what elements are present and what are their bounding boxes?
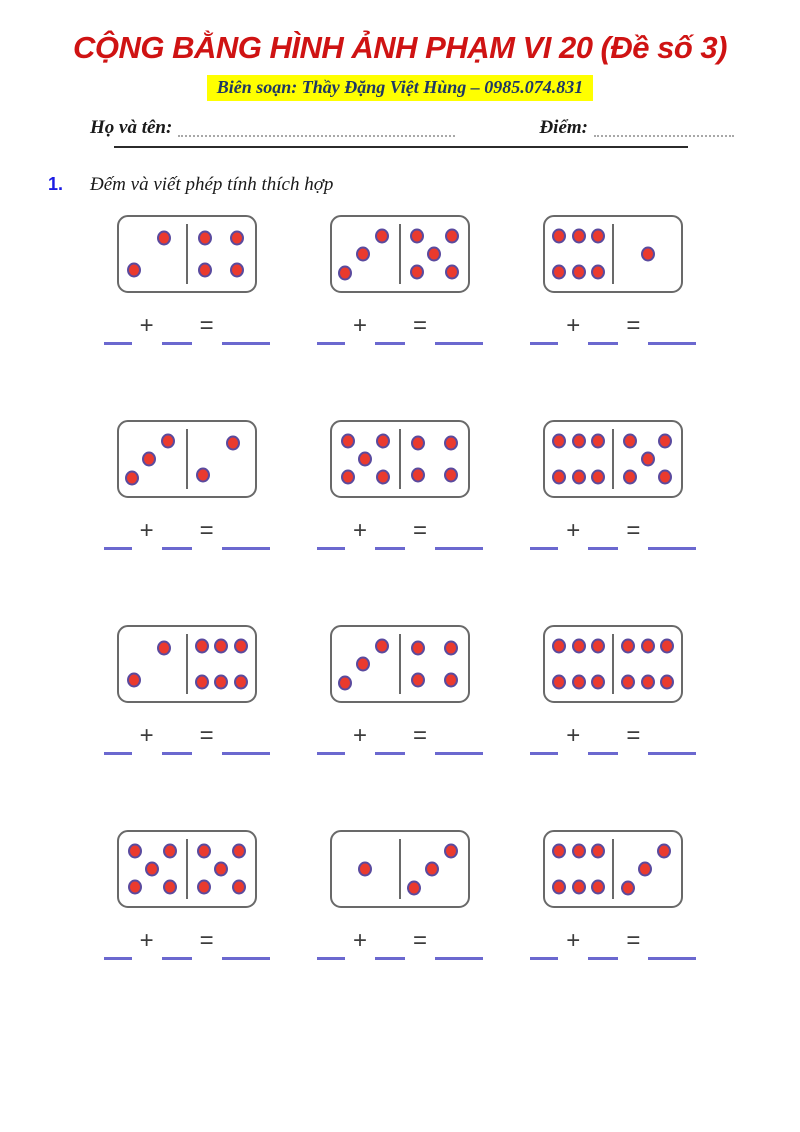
section-instruction: Đếm và viết phép tính thích hợp	[90, 174, 334, 195]
plus-symbol: +	[352, 312, 367, 339]
domino-dot	[161, 434, 175, 449]
domino-right-half	[401, 217, 468, 291]
page-title: CỘNG BẰNG HÌNH ẢNH PHẠM VI 20 (Đề số 3)	[73, 30, 727, 65]
domino-dot	[128, 879, 142, 894]
domino-dot	[444, 673, 458, 688]
domino-dot	[552, 434, 566, 449]
domino-dot	[623, 469, 637, 484]
answer-line	[530, 312, 696, 345]
domino-dot	[445, 229, 459, 244]
domino-right-half	[188, 832, 255, 906]
addend-1-blank[interactable]	[104, 957, 132, 960]
domino-dot	[591, 674, 605, 689]
equals-symbol: =	[626, 927, 641, 954]
domino-dot	[163, 844, 177, 859]
domino-dot	[214, 674, 228, 689]
answer-line	[317, 927, 483, 960]
author-line: Biên soạn: Thầy Đặng Việt Hùng – 0985.074.831	[207, 75, 594, 101]
domino-dot	[552, 844, 566, 859]
domino-dot	[410, 229, 424, 244]
domino-dot	[552, 469, 566, 484]
domino-dot	[341, 469, 355, 484]
domino-left-half	[332, 217, 399, 291]
domino-dot	[660, 639, 674, 654]
domino	[543, 215, 683, 293]
domino-dot	[425, 862, 439, 877]
domino-dot	[572, 879, 586, 894]
domino-left-half	[545, 832, 612, 906]
domino-dot	[198, 263, 212, 278]
equals-symbol: =	[199, 312, 214, 339]
domino-left-half	[119, 627, 186, 701]
sum-blank[interactable]	[222, 957, 270, 960]
sum-blank[interactable]	[648, 752, 696, 755]
sum-blank[interactable]	[435, 342, 483, 345]
addend-2-blank[interactable]	[375, 547, 405, 550]
name-label: Họ và tên:	[90, 117, 173, 138]
domino-dot	[376, 469, 390, 484]
domino-dot	[591, 844, 605, 859]
domino-dot	[444, 640, 458, 655]
domino-right-half	[614, 627, 681, 701]
domino-dot	[660, 674, 674, 689]
domino-dot	[591, 229, 605, 244]
domino-grid	[80, 215, 720, 960]
domino-dot	[142, 452, 156, 467]
domino-dot	[145, 862, 159, 877]
sum-blank[interactable]	[648, 957, 696, 960]
equals-symbol: =	[199, 517, 214, 544]
domino-dot	[338, 676, 352, 691]
domino-dot	[572, 264, 586, 279]
answer-line	[317, 312, 483, 345]
equals-symbol: =	[199, 722, 214, 749]
plus-symbol: +	[566, 312, 581, 339]
domino-dot	[621, 639, 635, 654]
domino-left-half	[545, 422, 612, 496]
equals-symbol: =	[412, 312, 427, 339]
domino-dot	[125, 471, 139, 486]
domino-dot	[127, 263, 141, 278]
addend-1-blank[interactable]	[530, 957, 558, 960]
sum-blank[interactable]	[648, 342, 696, 345]
answer-line	[530, 722, 696, 755]
domino-right-half	[614, 832, 681, 906]
answer-line	[104, 312, 270, 345]
domino-dot	[641, 674, 655, 689]
domino-right-half	[401, 627, 468, 701]
domino-left-half	[332, 832, 399, 906]
domino-dot	[621, 881, 635, 896]
sum-blank[interactable]	[435, 547, 483, 550]
addend-1-blank[interactable]	[104, 752, 132, 755]
addend-1-blank[interactable]	[530, 752, 558, 755]
domino-dot	[411, 640, 425, 655]
domino-dot	[572, 844, 586, 859]
sum-blank[interactable]	[222, 752, 270, 755]
addend-2-blank[interactable]	[375, 752, 405, 755]
domino-dot	[657, 844, 671, 859]
section-heading	[48, 174, 800, 196]
domino-dot	[376, 434, 390, 449]
sum-blank[interactable]	[435, 752, 483, 755]
exercise-item	[80, 830, 293, 960]
exercise-item	[507, 830, 720, 960]
equals-symbol: =	[412, 517, 427, 544]
exercise-item	[80, 625, 293, 755]
domino-dot	[411, 673, 425, 688]
sum-blank[interactable]	[222, 342, 270, 345]
equals-symbol: =	[412, 722, 427, 749]
answer-line	[317, 722, 483, 755]
plus-symbol: +	[139, 517, 154, 544]
plus-symbol: +	[566, 517, 581, 544]
domino-dot	[214, 862, 228, 877]
answer-line	[104, 722, 270, 755]
plus-symbol: +	[566, 722, 581, 749]
domino-dot	[572, 229, 586, 244]
addend-2-blank[interactable]	[588, 342, 618, 345]
domino-left-half	[545, 627, 612, 701]
domino-dot	[572, 674, 586, 689]
domino-dot	[591, 264, 605, 279]
addend-2-blank[interactable]	[588, 752, 618, 755]
domino-dot	[157, 640, 171, 655]
domino-dot	[572, 434, 586, 449]
domino-right-half	[188, 627, 255, 701]
addend-2-blank[interactable]	[375, 957, 405, 960]
domino	[330, 215, 470, 293]
domino-dot	[623, 434, 637, 449]
domino-left-half	[119, 832, 186, 906]
domino-right-half	[614, 217, 681, 291]
equals-symbol: =	[626, 722, 641, 749]
exercise-item	[80, 215, 293, 345]
equals-symbol: =	[412, 927, 427, 954]
domino	[330, 420, 470, 498]
domino-dot	[444, 844, 458, 859]
addend-2-blank[interactable]	[588, 957, 618, 960]
domino-left-half	[545, 217, 612, 291]
addend-1-blank[interactable]	[317, 547, 345, 550]
domino	[543, 625, 683, 703]
domino-dot	[411, 435, 425, 450]
domino-dot	[196, 468, 210, 483]
addend-2-blank[interactable]	[375, 342, 405, 345]
domino-dot	[552, 229, 566, 244]
domino-dot	[621, 674, 635, 689]
domino-dot	[552, 879, 566, 894]
exercise-item	[293, 625, 506, 755]
addend-1-blank[interactable]	[317, 752, 345, 755]
domino-dot	[127, 673, 141, 688]
domino-dot	[356, 657, 370, 672]
addend-2-blank[interactable]	[162, 957, 192, 960]
answer-line	[104, 517, 270, 550]
section-number: 1.	[48, 174, 64, 194]
domino-dot	[195, 639, 209, 654]
author-line-wrap	[0, 75, 800, 101]
domino-dot	[411, 468, 425, 483]
domino-dot	[427, 247, 441, 262]
domino-dot	[195, 674, 209, 689]
domino-dot	[572, 469, 586, 484]
equals-symbol: =	[626, 517, 641, 544]
domino-dot	[128, 844, 142, 859]
domino-dot	[230, 263, 244, 278]
exercise-item	[293, 830, 506, 960]
domino-dot	[407, 881, 421, 896]
domino-dot	[358, 452, 372, 467]
domino-dot	[375, 639, 389, 654]
domino-dot	[358, 862, 372, 877]
addend-2-blank[interactable]	[162, 752, 192, 755]
addend-2-blank[interactable]	[162, 342, 192, 345]
addend-1-blank[interactable]	[104, 342, 132, 345]
domino-dot	[234, 674, 248, 689]
domino-dot	[197, 879, 211, 894]
plus-symbol: +	[352, 927, 367, 954]
domino-dot	[552, 639, 566, 654]
domino	[543, 830, 683, 908]
domino-dot	[444, 435, 458, 450]
plus-symbol: +	[352, 722, 367, 749]
addend-1-blank[interactable]	[317, 957, 345, 960]
exercise-item	[507, 420, 720, 550]
equals-symbol: =	[626, 312, 641, 339]
exercise-item	[507, 215, 720, 345]
domino-right-half	[401, 422, 468, 496]
name-score-row	[90, 117, 734, 139]
domino	[117, 830, 257, 908]
score-label: Điểm:	[539, 117, 588, 138]
domino-dot	[356, 247, 370, 262]
domino-dot	[641, 247, 655, 262]
sum-blank[interactable]	[435, 957, 483, 960]
answer-line	[104, 927, 270, 960]
header-divider	[114, 146, 688, 148]
domino-dot	[658, 469, 672, 484]
domino-dot	[445, 264, 459, 279]
exercise-item	[293, 215, 506, 345]
domino-dot	[197, 844, 211, 859]
domino-dot	[572, 639, 586, 654]
domino	[117, 625, 257, 703]
domino-dot	[338, 266, 352, 281]
domino-dot	[163, 879, 177, 894]
domino	[117, 420, 257, 498]
domino-dot	[444, 468, 458, 483]
domino-dot	[591, 639, 605, 654]
plus-symbol: +	[139, 722, 154, 749]
domino-dot	[591, 469, 605, 484]
domino	[330, 625, 470, 703]
domino-dot	[198, 230, 212, 245]
domino-dot	[552, 264, 566, 279]
domino	[543, 420, 683, 498]
addend-1-blank[interactable]	[317, 342, 345, 345]
domino-dot	[658, 434, 672, 449]
domino-dot	[157, 230, 171, 245]
domino	[330, 830, 470, 908]
domino-left-half	[119, 217, 186, 291]
domino-dot	[375, 229, 389, 244]
plus-symbol: +	[352, 517, 367, 544]
name-field[interactable]	[178, 117, 455, 137]
sum-blank[interactable]	[648, 547, 696, 550]
domino-right-half	[614, 422, 681, 496]
addend-2-blank[interactable]	[588, 547, 618, 550]
addend-1-blank[interactable]	[530, 342, 558, 345]
domino-dot	[591, 434, 605, 449]
domino-right-half	[188, 217, 255, 291]
equals-symbol: =	[199, 927, 214, 954]
domino-dot	[232, 879, 246, 894]
domino-dot	[341, 434, 355, 449]
addend-1-blank[interactable]	[104, 547, 132, 550]
addend-1-blank[interactable]	[530, 547, 558, 550]
domino-dot	[641, 452, 655, 467]
domino	[117, 215, 257, 293]
answer-line	[530, 927, 696, 960]
domino-left-half	[119, 422, 186, 496]
domino-dot	[638, 862, 652, 877]
domino-dot	[234, 639, 248, 654]
domino-dot	[591, 879, 605, 894]
exercise-item	[293, 420, 506, 550]
addend-2-blank[interactable]	[162, 547, 192, 550]
plus-symbol: +	[566, 927, 581, 954]
domino-dot	[226, 435, 240, 450]
domino-right-half	[401, 832, 468, 906]
domino-right-half	[188, 422, 255, 496]
score-field[interactable]	[594, 117, 734, 137]
sum-blank[interactable]	[222, 547, 270, 550]
domino-dot	[641, 639, 655, 654]
domino-dot	[552, 674, 566, 689]
answer-line	[530, 517, 696, 550]
domino-dot	[232, 844, 246, 859]
domino-left-half	[332, 422, 399, 496]
answer-line	[317, 517, 483, 550]
domino-left-half	[332, 627, 399, 701]
exercise-item	[507, 625, 720, 755]
exercise-item	[80, 420, 293, 550]
domino-dot	[214, 639, 228, 654]
plus-symbol: +	[139, 927, 154, 954]
plus-symbol: +	[139, 312, 154, 339]
domino-dot	[230, 230, 244, 245]
domino-dot	[410, 264, 424, 279]
